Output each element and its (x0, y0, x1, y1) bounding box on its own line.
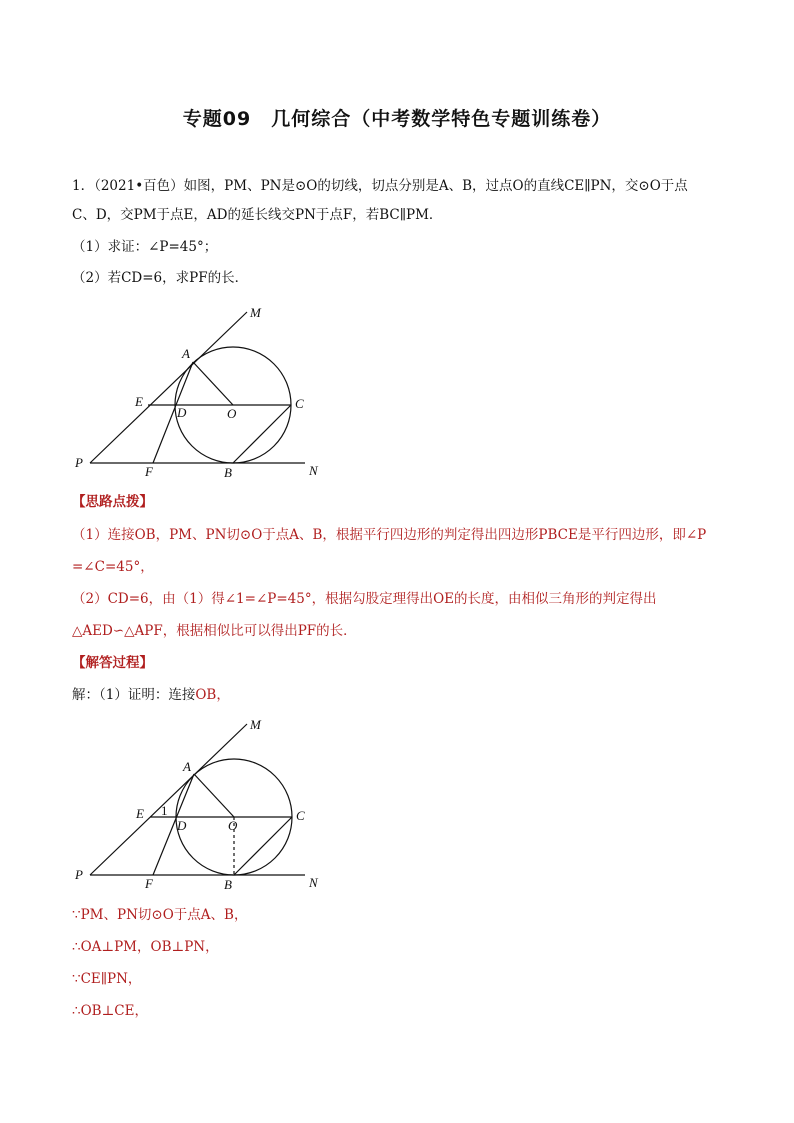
hint-line-2: =∠C=45°， (72, 559, 154, 575)
solution-heading: 【解答过程】 (72, 655, 153, 671)
question-1: （1）求证：∠P=45°； (72, 239, 218, 255)
label-e-2: E (136, 806, 144, 821)
problem-line-2: C、D，交PM于点E，AD的延长线交PN于点F，若BC∥PM． (72, 207, 443, 223)
label-b: B (224, 465, 232, 480)
page-title: 专题09 几何综合（中考数学特色专题训练卷） (182, 108, 612, 130)
label-m-2: M (250, 717, 261, 732)
line-bc-2 (234, 817, 292, 875)
label-o-2: O (228, 818, 238, 833)
label-m: M (250, 305, 261, 320)
label-o: O (227, 406, 237, 421)
line-pm-2 (90, 724, 247, 875)
solution-intro-var: OB， (195, 687, 230, 703)
solution-step-1: ∵PM、PN切⊙O于点A、B， (72, 907, 248, 923)
label-p: P (75, 455, 83, 470)
label-n-2: N (309, 875, 318, 890)
solution-intro-text: 解：（1）证明：连接 (72, 687, 196, 703)
label-d-2: D (177, 818, 187, 833)
label-n: N (309, 463, 318, 478)
problem-line-1: 1．（2021•百色）如图，PM、PN是⊙O的切线，切点分别是A、B，过点O的直线CE∥PN，交⊙O于点 (72, 178, 688, 194)
hint-line-4: △AED∽△APF，根据相似比可以得出PF的长． (72, 623, 357, 639)
label-f-2: F (145, 876, 153, 891)
label-c: C (295, 396, 304, 411)
hint-heading: 【思路点拨】 (72, 494, 153, 510)
hint-line-1: （1）连接OB，PM、PN切⊙O于点A、B，根据平行四边形的判定得出四边形PBCE是平行四边形，即∠P (72, 527, 707, 543)
solution-step-2: ∴OA⊥PM，OB⊥PN， (72, 939, 219, 955)
solution-step-3: ∵CE∥PN， (72, 971, 142, 987)
label-f: F (145, 464, 153, 479)
label-c-2: C (296, 808, 305, 823)
label-angle-1-2: 1 (161, 803, 168, 818)
label-e: E (135, 394, 143, 409)
solution-step-4: ∴OB⊥CE， (72, 1003, 148, 1019)
label-b-2: B (224, 877, 232, 892)
line-af-2 (153, 774, 194, 875)
line-ao-2 (194, 774, 234, 817)
hint-line-3: （2）CD=6，由（1）得∠1=∠P=45°，根据勾股定理得出OE的长度，由相似三角形的判定得出 (72, 591, 657, 607)
label-a: A (182, 346, 190, 361)
label-p-2: P (75, 867, 83, 882)
question-2: （2）若CD=6，求PF的长． (72, 270, 249, 286)
label-a-2: A (183, 759, 191, 774)
label-d: D (177, 405, 187, 420)
